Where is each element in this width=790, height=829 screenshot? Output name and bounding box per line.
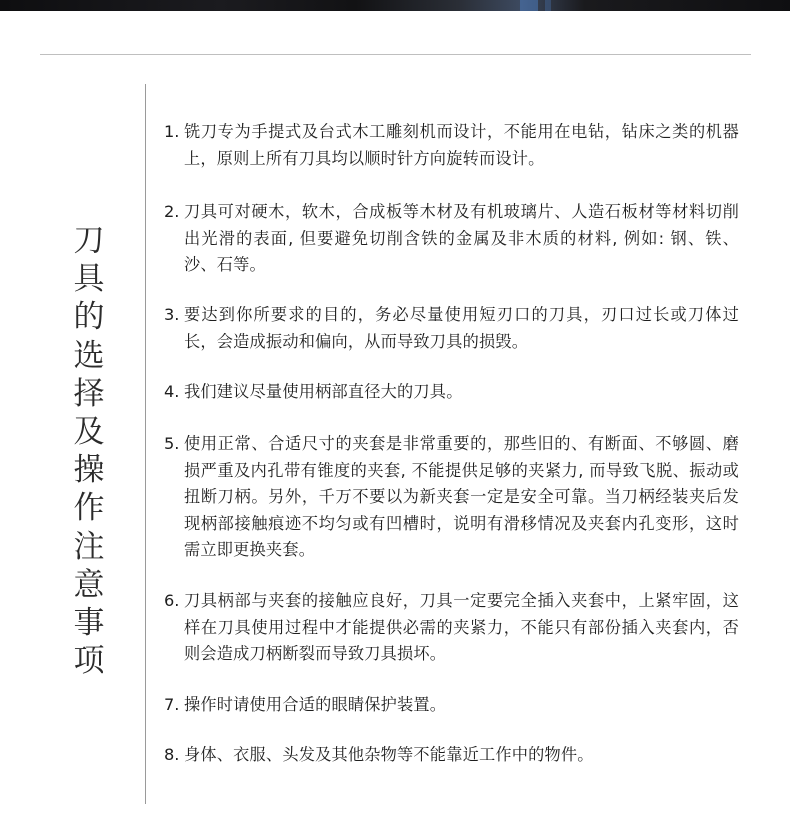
note-number: 7. bbox=[164, 695, 180, 714]
note-number: 4. bbox=[164, 382, 180, 401]
note-text: 身体、衣服、头发及其他杂物等不能靠近工作中的物件。 bbox=[184, 745, 594, 764]
note-item-4 bbox=[164, 379, 739, 406]
note-number: 2. bbox=[164, 202, 180, 221]
note-item-1 bbox=[164, 119, 739, 172]
title-char: 具 bbox=[73, 261, 105, 298]
note-text: 刀具可对硬木，软木，合成板等木材及有机玻璃片、人造石板材等材料切削出光滑的表面, 但要避免切削含铁的金属及非木质的材料, 例如: 钢、铁、沙、石等。 bbox=[184, 202, 739, 274]
title-char: 注 bbox=[73, 528, 105, 565]
note-text: 要达到你所要求的目的，务必尽量使用短刃口的刀具，刃口过长或刀体过长，会造成振动和偏向，从而导致刀具的损毁。 bbox=[184, 305, 739, 351]
note-item-8 bbox=[164, 742, 739, 769]
title-char: 及 bbox=[73, 413, 105, 450]
title-char: 选 bbox=[73, 337, 105, 374]
note-item-7 bbox=[164, 692, 739, 719]
title-char: 项 bbox=[73, 643, 105, 680]
note-item-2 bbox=[164, 199, 739, 279]
photo-highlight bbox=[545, 0, 551, 11]
note-text: 我们建议尽量使用柄部直径大的刀具。 bbox=[184, 382, 463, 401]
vertical-divider bbox=[145, 84, 146, 804]
title-char: 意 bbox=[73, 566, 105, 603]
vertical-section-title bbox=[66, 222, 112, 680]
note-item-3 bbox=[164, 302, 739, 355]
top-photo-strip bbox=[0, 0, 790, 11]
note-item-6 bbox=[164, 588, 739, 668]
title-char: 的 bbox=[73, 299, 105, 336]
title-char: 择 bbox=[73, 375, 105, 412]
title-char: 作 bbox=[73, 490, 105, 527]
note-number: 8. bbox=[164, 745, 180, 764]
note-number: 5. bbox=[164, 434, 180, 453]
note-text: 操作时请使用合适的眼睛保护装置。 bbox=[184, 695, 447, 714]
horizontal-divider bbox=[40, 54, 751, 55]
title-char: 事 bbox=[73, 604, 105, 641]
note-item-5 bbox=[164, 431, 739, 564]
title-char: 刀 bbox=[73, 223, 105, 259]
note-number: 1. bbox=[164, 122, 180, 141]
note-number: 3. bbox=[164, 305, 180, 324]
note-text: 铣刀专为手提式及台式木工雕刻机而设计，不能用在电钻，钻床之类的机器上，原则上所有刀具均以顺时针方向旋转而设计。 bbox=[184, 122, 739, 168]
note-number: 6. bbox=[164, 591, 180, 610]
note-text: 刀具柄部与夹套的接触应良好，刀具一定要完全插入夹套中，上紧牢固，这样在刀具使用过程中才能提供必需的夹紧力，不能只有部份插入夹套内，否则会造成刀柄断裂而导致刀具损坏。 bbox=[184, 591, 739, 663]
note-text: 使用正常、合适尺寸的夹套是非常重要的，那些旧的、有断面、不够圆、磨损严重及内孔带有锥度的夹套, 不能提供足够的夹紧力, 而导致飞脱、振动或扭断刀柄。另外，千万不要以为新夹套一定是安全可靠。当刀柄经装夹后发现柄部接触痕迹不均匀或有凹槽时，说明有滑移情况及夹套内孔变形，这时需立即更换夹套。 bbox=[184, 434, 739, 559]
photo-highlight bbox=[520, 0, 538, 11]
title-char: 操 bbox=[73, 452, 105, 489]
